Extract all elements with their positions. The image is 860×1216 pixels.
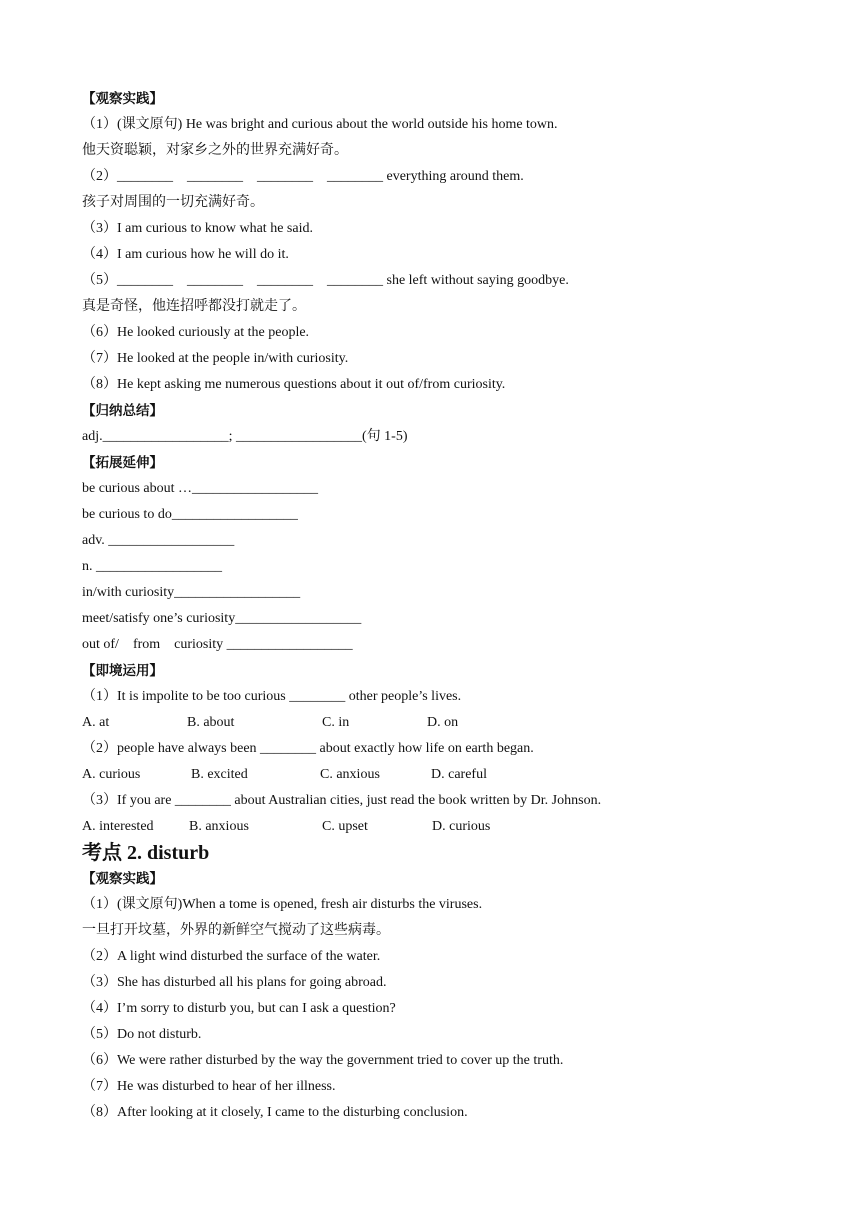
disturb-sentence-5: （5）Do not disturb. [82, 1027, 202, 1042]
section-heading-observe-2: 【观察实践】 [82, 871, 163, 887]
disturb-translation-1: 一旦打开坟墓，外界的新鲜空气搅动了这些病毒。 [82, 923, 390, 938]
fill-blank-5: （5）________ ________ ________ ________ she left without saying goodbye. [82, 273, 569, 288]
example-sentence-4: （4）I am curious how he will do it. [82, 247, 289, 262]
disturb-sentence-6: （6）We were rather disturbed by the way the government tried to cover up the truth. [82, 1053, 564, 1068]
example-sentence-8: （8）He kept asking me numerous questions about it out of/from curiosity. [82, 377, 506, 392]
option-d: D. careful [431, 767, 487, 782]
example-sentence-7: （7）He looked at the people in/with curiosity. [82, 351, 349, 366]
question-2-options [82, 762, 802, 788]
disturb-sentence-2: （2）A light wind disturbed the surface of the water. [82, 949, 381, 964]
translation-2: 孩子对周围的一切充满好奇。 [82, 195, 264, 210]
option-b: B. about [187, 715, 235, 730]
disturb-sentence-3: （3）She has disturbed all his plans for going abroad. [82, 975, 387, 990]
extend-item-3: adv. __________________ [82, 533, 235, 548]
section-heading-extend: 【拓展延伸】 [82, 455, 163, 471]
fill-blank-2: （2）________ ________ ________ ________ everything around them. [82, 169, 524, 184]
option-a: A. interested [82, 819, 154, 834]
question-3: （3）If you are ________ about Australian cities, just read the book written by Dr. Johnson. [82, 793, 602, 808]
summary-line: adj.__________________; __________________(句 1-5) [82, 429, 408, 444]
extend-item-5: in/with curiosity__________________ [82, 585, 301, 600]
disturb-sentence-8: （8）After looking at it closely, I came to the disturbing conclusion. [82, 1105, 468, 1120]
example-sentence-6: （6）He looked curiously at the people. [82, 325, 310, 340]
section-heading-observe: 【观察实践】 [82, 91, 163, 107]
extend-item-7: out of/ from curiosity __________________ [82, 637, 353, 652]
option-d: D. curious [432, 819, 491, 834]
example-sentence-3: （3）I am curious to know what he said. [82, 221, 313, 236]
extend-item-1: be curious about …__________________ [82, 481, 319, 496]
section-heading-apply: 【即境运用】 [82, 663, 163, 679]
section-heading-summary: 【归纳总结】 [82, 403, 163, 419]
extend-item-4: n. __________________ [82, 559, 222, 574]
translation-1: 他天资聪颖，对家乡之外的世界充满好奇。 [82, 143, 348, 158]
option-c: C. anxious [320, 767, 380, 782]
section-title-disturb: 考点 2. disturb [82, 842, 210, 864]
disturb-sentence-4: （4）I’m sorry to disturb you, but can I ask a question? [82, 1001, 396, 1016]
disturb-sentence-7: （7）He was disturbed to hear of her illness. [82, 1079, 336, 1094]
disturb-sentence-1: （1）(课文原句)When a tome is opened, fresh air disturbs the viruses. [82, 897, 483, 912]
question-2: （2）people have always been ________ about exactly how life on earth began. [82, 741, 534, 756]
extend-item-6: meet/satisfy one’s curiosity__________________ [82, 611, 362, 626]
question-1-options [82, 710, 802, 736]
translation-5: 真是奇怪，他连招呼都没打就走了。 [82, 299, 306, 314]
extend-item-2: be curious to do__________________ [82, 507, 298, 522]
example-sentence-1: （1）(课文原句) He was bright and curious about the world outside his home town. [82, 117, 558, 132]
option-b: B. anxious [189, 819, 249, 834]
question-1: （1）It is impolite to be too curious ________ other people’s lives. [82, 689, 462, 704]
option-c: C. upset [322, 819, 368, 834]
option-a: A. at [82, 715, 110, 730]
option-d: D. on [427, 715, 459, 730]
option-c: C. in [322, 715, 350, 730]
question-3-options [82, 814, 802, 840]
option-b: B. excited [191, 767, 248, 782]
document-content [82, 86, 802, 1126]
option-a: A. curious [82, 767, 141, 782]
